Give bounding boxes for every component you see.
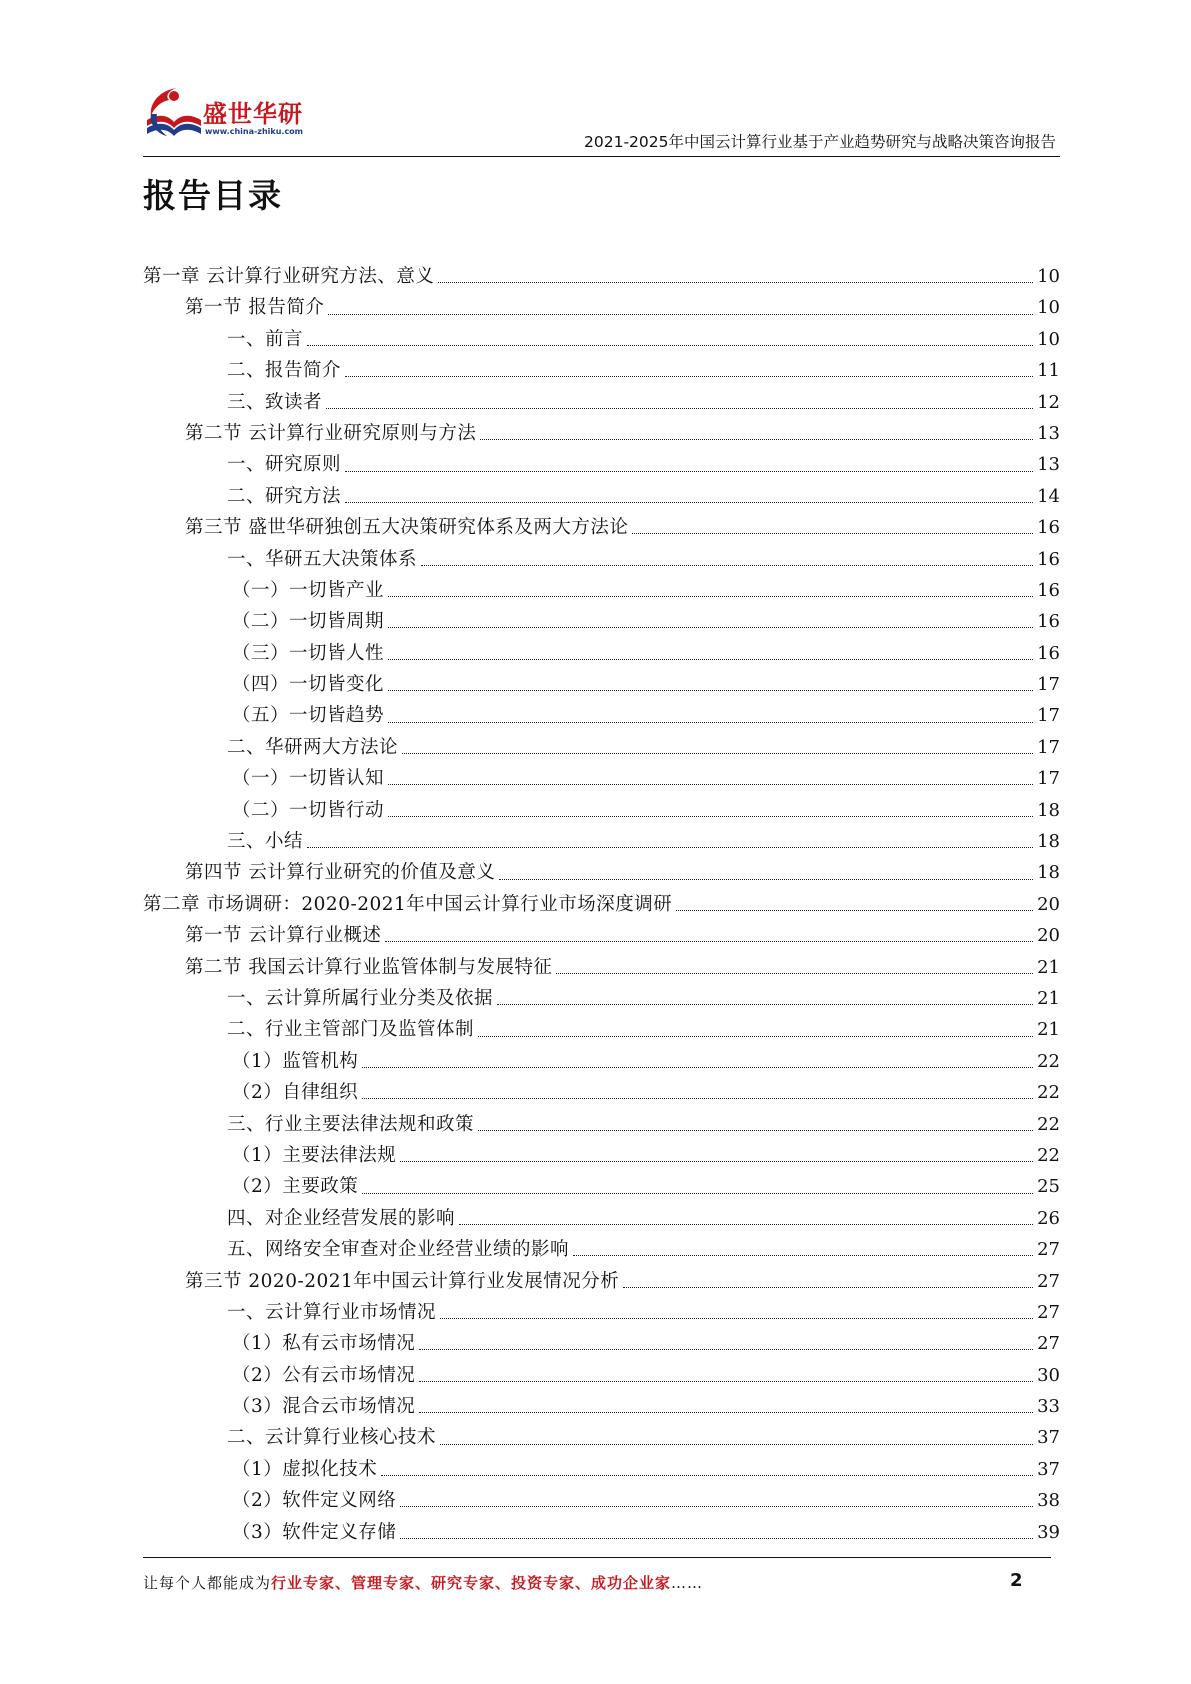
toc-entry-label: 第四节 云计算行业研究的价值及意义: [185, 862, 496, 884]
toc-dot-leader: [419, 1412, 1033, 1413]
toc-entry-label: （一）一切皆认知: [232, 768, 385, 790]
toc-entry-label: （3）软件定义存储: [232, 1521, 397, 1543]
toc-dot-leader: [388, 816, 1033, 817]
toc-entry-label: 四、对企业经营发展的影响: [227, 1207, 456, 1229]
toc-entry-label: （2）主要政策: [232, 1176, 359, 1198]
toc-entry-label: 一、研究原则: [227, 454, 342, 476]
footer-divider: [143, 1557, 1051, 1558]
toc-dot-leader: [345, 502, 1033, 503]
toc-entry[interactable]: [143, 1422, 1060, 1453]
toc-entry[interactable]: [143, 575, 1060, 606]
toc-entry-page: 16: [1037, 517, 1060, 539]
toc-dot-leader: [307, 345, 1033, 346]
toc-dot-leader: [459, 1224, 1033, 1225]
toc-entry-page: 26: [1037, 1207, 1060, 1229]
toc-entry-page: 38: [1037, 1490, 1060, 1512]
toc-dot-leader: [421, 565, 1033, 566]
toc-entry-page: 17: [1037, 674, 1060, 696]
toc-entry-label: （二）一切皆行动: [232, 799, 385, 821]
toc-entry-label: （三）一切皆人性: [232, 642, 385, 664]
toc-entry-label: （2）软件定义网络: [232, 1490, 397, 1512]
toc-dot-leader: [400, 1538, 1033, 1539]
toc-dot-leader: [402, 753, 1033, 754]
toc-entry-page: 30: [1037, 1364, 1060, 1386]
toc-entry-label: （3）混合云市场情况: [232, 1396, 416, 1418]
toc-entry-page: 16: [1037, 611, 1060, 633]
toc-entry[interactable]: [143, 1328, 1060, 1359]
toc-dot-leader: [328, 314, 1033, 315]
toc-dot-leader: [307, 847, 1033, 848]
toc-entry-page: 27: [1037, 1239, 1060, 1261]
toc-dot-leader: [400, 1506, 1033, 1507]
toc-entry-page: 33: [1037, 1396, 1060, 1418]
toc-entry-label: 第一节 云计算行业概述: [185, 925, 382, 947]
toc-entry-page: 10: [1037, 297, 1060, 319]
toc-entry-label: （2）自律组织: [232, 1082, 359, 1104]
toc-entry[interactable]: [143, 763, 1060, 794]
toc-dot-leader: [362, 1098, 1033, 1099]
toc-entry-page: 20: [1037, 925, 1060, 947]
toc-entry[interactable]: [143, 1517, 1060, 1548]
toc-entry[interactable]: [143, 1140, 1060, 1171]
toc-dot-leader: [499, 879, 1033, 880]
toc-entry-page: 16: [1037, 579, 1060, 601]
toc-entry-label: （1）虚拟化技术: [232, 1458, 378, 1480]
toc-entry-page: 27: [1037, 1270, 1060, 1292]
toc-entry-page: 21: [1037, 956, 1060, 978]
toc-entry[interactable]: [143, 857, 1060, 888]
toc-entry-label: 二、报告简介: [227, 360, 342, 382]
toc-entry[interactable]: [143, 669, 1060, 700]
toc-dot-leader: [345, 376, 1033, 377]
toc-entry[interactable]: [143, 889, 1060, 920]
toc-entry-label: 第二章 市场调研：2020-2021年中国云计算行业市场深度调研: [143, 893, 673, 915]
toc-dot-leader: [440, 1444, 1033, 1445]
report-title: 2021-2025年中国云计算行业基于产业趋势研究与战略决策咨询报告: [584, 133, 1056, 151]
toc-dot-leader: [362, 1067, 1033, 1068]
toc-entry-page: 11: [1037, 360, 1060, 382]
toc-entry[interactable]: [143, 795, 1060, 826]
toc-entry[interactable]: [143, 638, 1060, 669]
toc-entry-page: 13: [1037, 422, 1060, 444]
toc-entry-label: （四）一切皆变化: [232, 674, 385, 696]
toc-dot-leader: [480, 439, 1033, 440]
toc-entry[interactable]: [143, 700, 1060, 731]
toc-entry[interactable]: [143, 324, 1060, 355]
toc-entry-label: 第三节 2020-2021年中国云计算行业发展情况分析: [185, 1270, 620, 1292]
toc-entry-page: 17: [1037, 736, 1060, 758]
toc-entry[interactable]: [143, 387, 1060, 418]
toc-entry[interactable]: [143, 1391, 1060, 1422]
toc-entry-page: 22: [1037, 1144, 1060, 1166]
toc-entry-page: 37: [1037, 1458, 1060, 1480]
table-of-contents: [143, 261, 1060, 1548]
toc-entry[interactable]: [143, 1485, 1060, 1516]
toc-dot-leader: [388, 722, 1033, 723]
toc-entry-label: 一、云计算行业市场情况: [227, 1301, 437, 1323]
toc-entry-label: 第一章 云计算行业研究方法、意义: [143, 266, 435, 287]
toc-entry-page: 27: [1037, 1301, 1060, 1323]
toc-dot-leader: [440, 1318, 1033, 1319]
toc-entry-label: （一）一切皆产业: [232, 579, 385, 601]
toc-dot-leader: [556, 973, 1033, 974]
toc-entry[interactable]: [143, 1046, 1060, 1077]
logo-emblem-icon: [143, 84, 205, 142]
toc-entry-page: 17: [1037, 705, 1060, 727]
toc-dot-leader: [400, 1161, 1033, 1162]
toc-dot-leader: [362, 1193, 1033, 1194]
toc-entry[interactable]: [143, 952, 1060, 983]
toc-entry-label: 第二节 云计算行业研究原则与方法: [185, 422, 477, 444]
toc-entry-page: 18: [1037, 831, 1060, 853]
toc-entry-label: 一、前言: [227, 328, 304, 350]
toc-entry-label: （1）私有云市场情况: [232, 1333, 416, 1355]
toc-entry-label: 二、行业主管部门及监管体制: [227, 1019, 475, 1041]
toc-entry-label: 二、云计算行业核心技术: [227, 1427, 437, 1449]
toc-dot-leader: [497, 1004, 1033, 1005]
toc-entry-label: 第二节 我国云计算行业监管体制与发展特征: [185, 956, 553, 978]
toc-entry-page: 18: [1037, 799, 1060, 821]
toc-entry-page: 10: [1037, 266, 1060, 287]
toc-entry-page: 22: [1037, 1082, 1060, 1104]
toc-dot-leader: [381, 1475, 1033, 1476]
toc-entry[interactable]: [143, 732, 1060, 763]
toc-entry[interactable]: [143, 512, 1060, 543]
toc-entry[interactable]: [143, 1297, 1060, 1328]
header-divider: [143, 156, 1060, 157]
toc-entry-page: 20: [1037, 893, 1060, 915]
toc-entry[interactable]: [143, 1171, 1060, 1202]
toc-dot-leader: [388, 784, 1033, 785]
toc-entry-page: 39: [1037, 1521, 1060, 1543]
toc-entry-page: 10: [1037, 328, 1060, 350]
toc-entry[interactable]: [143, 544, 1060, 575]
toc-entry-label: 二、华研两大方法论: [227, 736, 399, 758]
toc-entry[interactable]: [143, 1360, 1060, 1391]
toc-entry-label: （1）主要法律法规: [232, 1144, 397, 1166]
toc-entry-page: 37: [1037, 1427, 1060, 1449]
toc-entry[interactable]: [143, 606, 1060, 637]
toc-entry[interactable]: [143, 1014, 1060, 1045]
toc-entry-page: 22: [1037, 1050, 1060, 1072]
toc-entry-label: 三、行业主要法律法规和政策: [227, 1113, 475, 1135]
toc-dot-leader: [345, 471, 1033, 472]
toc-dot-leader: [632, 533, 1033, 534]
toc-dot-leader: [326, 408, 1033, 409]
toc-entry-page: 21: [1037, 1019, 1060, 1041]
toc-entry[interactable]: [143, 481, 1060, 512]
toc-dot-leader: [388, 596, 1033, 597]
toc-entry-page: 12: [1037, 391, 1060, 413]
toc-entry[interactable]: [143, 449, 1060, 480]
footer-slogan-highlight: 行业专家、管理专家、研究专家、投资专家、成功企业家: [271, 1574, 672, 1592]
toc-entry-label: 三、小结: [227, 831, 304, 853]
toc-entry[interactable]: [143, 1454, 1060, 1485]
toc-dot-leader: [419, 1381, 1033, 1382]
toc-entry-label: 一、华研五大决策体系: [227, 548, 418, 570]
toc-entry[interactable]: [143, 1266, 1060, 1297]
toc-entry[interactable]: [143, 826, 1060, 857]
page-title: 报告目录: [143, 176, 283, 215]
toc-entry-label: 五、网络安全审查对企业经营业绩的影响: [227, 1239, 570, 1261]
toc-dot-leader: [478, 1036, 1033, 1037]
toc-entry[interactable]: [143, 983, 1060, 1014]
toc-entry[interactable]: [143, 1077, 1060, 1108]
toc-entry[interactable]: [143, 355, 1060, 386]
toc-entry-label: 二、研究方法: [227, 485, 342, 507]
toc-dot-leader: [478, 1130, 1033, 1131]
toc-entry-page: 16: [1037, 642, 1060, 664]
footer-slogan-suffix: ……: [671, 1574, 704, 1592]
logo-url: www.china-zhiku.com: [205, 127, 304, 136]
toc-entry-page: 25: [1037, 1176, 1060, 1198]
toc-entry-label: （五）一切皆趋势: [232, 705, 385, 727]
toc-dot-leader: [438, 282, 1033, 283]
toc-entry-page: 21: [1037, 987, 1060, 1009]
toc-entry[interactable]: [143, 261, 1060, 292]
toc-dot-leader: [419, 1349, 1033, 1350]
toc-entry-label: （2）公有云市场情况: [232, 1364, 416, 1386]
toc-entry-page: 13: [1037, 454, 1060, 476]
toc-entry-page: 16: [1037, 548, 1060, 570]
toc-dot-leader: [623, 1287, 1033, 1288]
page-header: [143, 80, 1060, 158]
toc-entry-page: 27: [1037, 1333, 1060, 1355]
toc-dot-leader: [388, 659, 1033, 660]
toc-dot-leader: [388, 627, 1033, 628]
toc-dot-leader: [676, 910, 1033, 911]
toc-entry[interactable]: [143, 1234, 1060, 1265]
toc-entry-page: 14: [1037, 485, 1060, 507]
toc-entry[interactable]: [143, 920, 1060, 951]
toc-entry-label: （1）监管机构: [232, 1050, 359, 1072]
toc-entry-page: 17: [1037, 768, 1060, 790]
toc-entry[interactable]: [143, 1203, 1060, 1234]
toc-entry-label: 一、云计算所属行业分类及依据: [227, 987, 494, 1009]
company-logo: [143, 80, 323, 150]
toc-dot-leader: [385, 941, 1033, 942]
toc-dot-leader: [388, 690, 1033, 691]
toc-entry-label: 三、致读者: [227, 391, 323, 413]
toc-entry[interactable]: [143, 1109, 1060, 1140]
toc-entry-label: （二）一切皆周期: [232, 611, 385, 633]
toc-entry[interactable]: [143, 292, 1060, 323]
footer-slogan-prefix: 让每个人都能成为: [143, 1574, 272, 1592]
toc-entry-label: 第一节 报告简介: [185, 297, 325, 319]
toc-entry[interactable]: [143, 418, 1060, 449]
toc-entry-page: 22: [1037, 1113, 1060, 1135]
page-number: 2: [1010, 1570, 1023, 1591]
footer-slogan: [143, 1572, 703, 1593]
toc-dot-leader: [573, 1255, 1033, 1256]
toc-entry-page: 18: [1037, 862, 1060, 884]
toc-entry-label: 第三节 盛世华研独创五大决策研究体系及两大方法论: [185, 517, 629, 539]
logo-name: 盛世华研: [203, 100, 303, 128]
